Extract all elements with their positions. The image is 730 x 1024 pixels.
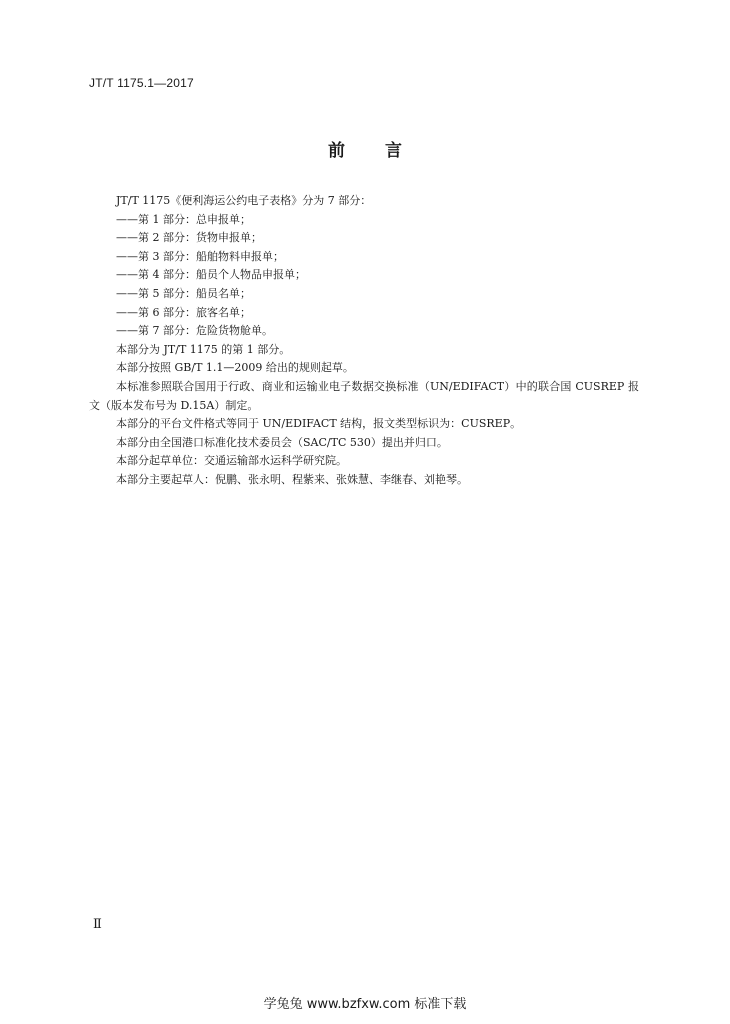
page-title: 前言 bbox=[328, 141, 442, 161]
paragraph-part-statement: 本部分为 JT/T 1175 的第 1 部分。 bbox=[116, 342, 291, 356]
list-item-part-6: ——第 6 部分：旅客名单； bbox=[116, 305, 251, 319]
list-item-part-3: ——第 3 部分：船舶物料申报单； bbox=[116, 249, 284, 263]
foreword-body bbox=[89, 192, 639, 490]
paragraph-intro: JT/T 1175《便利海运公约电子表格》分为 7 部分： bbox=[116, 194, 372, 207]
paragraph-platform-format: 本部分的平台文件格式等同于 UN/EDIFACT 结构，报文类型标识为：CUSREP。 bbox=[116, 417, 522, 431]
paragraph-drafting-unit: 本部分起草单位：交通运输部水运科学研究院。 bbox=[116, 454, 347, 468]
standard-code-header: JT/T 1175.1—2017 bbox=[89, 76, 194, 90]
paragraph-reference-standard: 本标准参照联合国用于行政、商业和运输业电子数据交换标准（UN/EDIFACT）中的联合国 CUSREP 报文（版本发布号为 D.15A）制定。 bbox=[89, 379, 639, 412]
list-item-part-5: ——第 5 部分：船员名单； bbox=[116, 286, 251, 300]
paragraph-drafters: 本部分主要起草人：倪鹏、张永明、程紫来、张姝慧、李继春、刘艳琴。 bbox=[116, 472, 468, 486]
list-item-part-4: ——第 4 部分：船员个人物品申报单； bbox=[116, 268, 306, 282]
list-item-part-2: ——第 2 部分：货物申报单； bbox=[116, 231, 262, 245]
paragraph-proposer: 本部分由全国港口标准化技术委员会（SAC/TC 530）提出并归口。 bbox=[116, 435, 448, 449]
list-item-part-1: ——第 1 部分：总申报单； bbox=[116, 212, 251, 226]
list-item-part-7: ——第 7 部分：危险货物舱单。 bbox=[116, 324, 273, 338]
page-number: Ⅱ bbox=[93, 917, 102, 932]
footer-watermark: 学兔兔 www.bzfxw.com 标准下载 bbox=[263, 997, 467, 1012]
paragraph-drafting-rules: 本部分按照 GB/T 1.1—2009 给出的规则起草。 bbox=[116, 361, 354, 375]
